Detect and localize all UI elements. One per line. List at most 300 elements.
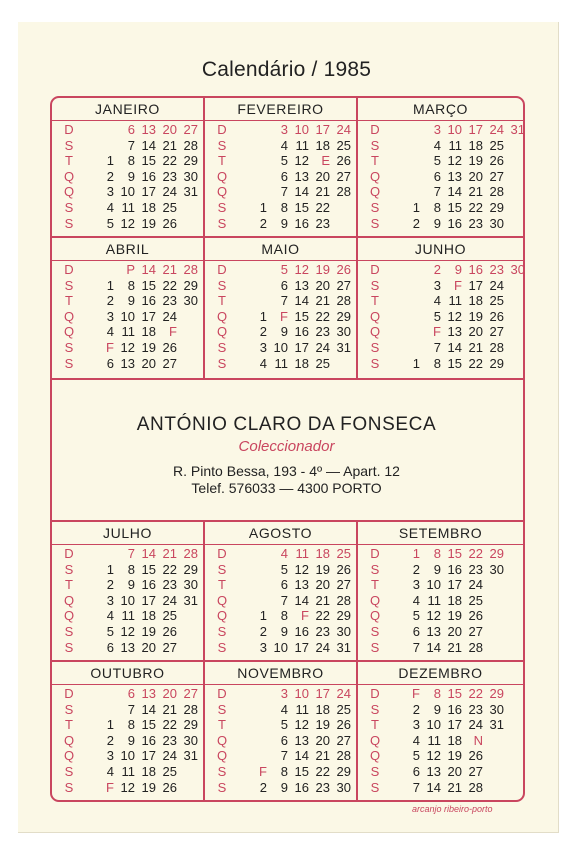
day-number: 4 <box>433 137 441 153</box>
weekday-letter: T <box>371 717 379 733</box>
day-number: 1 <box>106 277 114 293</box>
month-name: MARÇO <box>358 98 523 121</box>
day-number: 16 <box>294 215 309 231</box>
day-number <box>94 262 114 278</box>
day-number <box>505 138 525 154</box>
day-number: 23 <box>162 168 177 184</box>
day-number: 18 <box>294 355 309 371</box>
day-number: 16 <box>468 262 483 277</box>
day-number <box>400 340 420 356</box>
day-number <box>505 153 525 169</box>
day-number: 26 <box>336 561 351 577</box>
day-number: 15 <box>447 546 462 561</box>
day-number: 28 <box>336 184 351 200</box>
day-number: 7 <box>433 184 441 200</box>
week-column <box>136 262 156 371</box>
day-number: 15 <box>141 153 156 169</box>
day-number: 31 <box>183 748 198 764</box>
day-number: 5 <box>106 623 114 639</box>
day-number: 7 <box>280 293 288 309</box>
day-number: 9 <box>454 262 462 277</box>
day-number <box>247 717 267 733</box>
day-number <box>484 577 504 593</box>
day-number <box>178 608 198 624</box>
day-number: 30 <box>183 293 198 309</box>
day-number: 20 <box>315 732 330 748</box>
day-number: 7 <box>280 592 288 608</box>
day-number: 14 <box>426 639 441 655</box>
day-number: 18 <box>141 324 156 340</box>
weekday-letter: S <box>370 277 380 293</box>
weekday-letter: S <box>217 639 227 655</box>
weekday-letter: Q <box>369 184 381 200</box>
week-column <box>505 262 525 371</box>
weekday-letter: Q <box>216 732 228 748</box>
day-number <box>178 640 198 656</box>
day-number: 4 <box>280 701 288 717</box>
day-number: 10 <box>294 122 309 137</box>
day-number <box>178 340 198 356</box>
day-number: 19 <box>315 262 330 277</box>
month-setembro <box>358 522 523 660</box>
day-number: 27 <box>336 732 351 748</box>
day-number: 14 <box>447 339 462 355</box>
day-number: 21 <box>315 592 330 608</box>
weekday-letter: S <box>370 561 380 577</box>
day-number: 22 <box>162 153 177 169</box>
weekday-letter: D <box>370 122 380 137</box>
day-number: 23 <box>489 262 504 277</box>
day-number <box>400 278 420 294</box>
week-column <box>268 546 288 655</box>
day-number: 9 <box>127 293 135 309</box>
day-number: 10 <box>426 717 441 733</box>
day-number: 20 <box>315 168 330 184</box>
day-number: 6 <box>106 639 114 655</box>
day-number: 13 <box>141 122 156 137</box>
day-number: 10 <box>447 122 462 137</box>
day-number: 9 <box>280 779 288 795</box>
day-number: 5 <box>412 608 420 624</box>
day-number: 16 <box>141 168 156 184</box>
day-number: P <box>126 262 135 277</box>
weekday-letters <box>60 546 78 655</box>
weekday-letter: T <box>65 577 73 593</box>
day-number: 29 <box>489 199 504 215</box>
week-column <box>178 546 198 655</box>
day-number: 5 <box>106 215 114 231</box>
week-column <box>157 686 177 795</box>
weekday-letter: Q <box>369 324 381 340</box>
day-number: 26 <box>489 308 504 324</box>
month-name: DEZEMBRO <box>358 662 523 685</box>
month-name: JANEIRO <box>52 98 203 121</box>
day-number: 31 <box>183 184 198 200</box>
week-column <box>94 262 114 371</box>
day-number: 31 <box>489 717 504 733</box>
day-number: 8 <box>433 686 441 701</box>
day-number <box>247 184 267 200</box>
weekday-letter: Q <box>216 184 228 200</box>
day-number: 14 <box>141 262 156 277</box>
day-number: 31 <box>336 339 351 355</box>
week-column <box>268 686 288 795</box>
day-number: 2 <box>106 168 114 184</box>
day-number: 19 <box>447 748 462 764</box>
week-column <box>442 686 462 795</box>
day-number: 29 <box>183 561 198 577</box>
day-number: 12 <box>294 153 309 169</box>
weekday-letter: Q <box>369 732 381 748</box>
day-number: 20 <box>447 763 462 779</box>
day-number: 18 <box>468 137 483 153</box>
day-number: 29 <box>336 608 351 624</box>
day-number: F <box>106 339 114 355</box>
week-column <box>247 686 267 795</box>
day-number: 23 <box>468 561 483 577</box>
day-number: 2 <box>259 215 267 231</box>
day-number: 16 <box>141 577 156 593</box>
day-number: 17 <box>447 717 462 733</box>
weekday-letter: S <box>217 277 227 293</box>
day-number: 29 <box>183 277 198 293</box>
day-number <box>400 122 420 138</box>
day-number: 2 <box>412 561 420 577</box>
weekday-letter: S <box>64 561 74 577</box>
day-number: 13 <box>120 355 135 371</box>
day-number: 20 <box>162 686 177 701</box>
day-number: 17 <box>468 277 483 293</box>
day-number: 30 <box>336 623 351 639</box>
day-number: 19 <box>447 608 462 624</box>
owner-role: Coleccionador <box>238 438 335 455</box>
weekday-letters <box>213 262 231 371</box>
day-number: 3 <box>106 592 114 608</box>
day-number: 9 <box>280 623 288 639</box>
day-number: N <box>473 732 483 748</box>
day-number: 14 <box>141 137 156 153</box>
day-number: 19 <box>141 339 156 355</box>
week-column <box>463 686 483 795</box>
day-number: 15 <box>294 199 309 215</box>
day-number: 6 <box>106 355 114 371</box>
day-number <box>400 169 420 185</box>
weekday-letter: Q <box>369 608 381 624</box>
day-number: 14 <box>426 779 441 795</box>
day-number: 15 <box>141 717 156 733</box>
day-number: 6 <box>433 168 441 184</box>
day-number: 8 <box>127 717 135 733</box>
day-number: 1 <box>412 199 420 215</box>
weekday-letter: T <box>218 153 226 169</box>
day-number: 12 <box>447 153 462 169</box>
day-number: 3 <box>106 308 114 324</box>
day-number: 11 <box>448 137 462 153</box>
weekday-letter: S <box>370 137 380 153</box>
day-number: 10 <box>273 339 288 355</box>
weekday-letter: S <box>217 623 227 639</box>
day-number: 22 <box>468 686 483 701</box>
day-number: 3 <box>280 122 288 137</box>
day-number: 4 <box>106 608 114 624</box>
day-number <box>400 309 420 325</box>
weekday-letter: S <box>64 639 74 655</box>
day-number: 26 <box>162 339 177 355</box>
day-number <box>247 577 267 593</box>
day-number: 14 <box>294 592 309 608</box>
day-number: 10 <box>294 686 309 701</box>
day-number: 6 <box>127 122 135 137</box>
day-number: 21 <box>447 779 462 795</box>
week-column <box>310 262 330 371</box>
day-number <box>247 138 267 154</box>
day-number: 23 <box>162 577 177 593</box>
day-number: 30 <box>183 732 198 748</box>
day-number <box>484 780 504 796</box>
day-number: 13 <box>120 639 135 655</box>
day-number: 16 <box>447 701 462 717</box>
day-number: 6 <box>280 168 288 184</box>
week-column <box>400 262 420 371</box>
weekday-letter: Q <box>369 592 381 608</box>
day-number: 11 <box>121 608 135 624</box>
day-number <box>505 169 525 185</box>
weekday-letter: T <box>371 293 379 309</box>
day-number: 9 <box>127 577 135 593</box>
day-number: 26 <box>336 717 351 733</box>
day-number: 13 <box>294 732 309 748</box>
day-number: 30 <box>183 168 198 184</box>
weekday-letters <box>213 122 231 231</box>
day-number: 28 <box>336 293 351 309</box>
weekday-letter: T <box>371 153 379 169</box>
day-number: 6 <box>280 732 288 748</box>
day-number: 26 <box>162 215 177 231</box>
month-name: ABRIL <box>52 238 203 261</box>
month-outubro <box>52 662 203 800</box>
day-number: 12 <box>426 748 441 764</box>
day-number: 5 <box>433 308 441 324</box>
week-column <box>289 546 309 655</box>
day-number: 21 <box>162 546 177 561</box>
day-number: 3 <box>259 639 267 655</box>
day-number: 6 <box>280 277 288 293</box>
week-column <box>115 686 135 795</box>
weekday-letter: Q <box>216 592 228 608</box>
day-number: 19 <box>141 623 156 639</box>
weekday-letter: D <box>217 122 227 137</box>
day-number: 17 <box>141 592 156 608</box>
month-julho <box>52 522 203 660</box>
day-number: 8 <box>127 153 135 169</box>
owner-name: ANTÓNIO CLARO DA FONSECA <box>136 414 437 435</box>
day-number: 29 <box>336 763 351 779</box>
day-number: 11 <box>427 732 441 748</box>
weekday-letters <box>60 686 78 795</box>
week-column <box>289 122 309 231</box>
weekday-letter: Q <box>369 748 381 764</box>
weekday-letter: S <box>217 215 227 231</box>
day-number: 23 <box>315 215 330 231</box>
day-number: 23 <box>315 324 330 340</box>
day-number: 24 <box>162 308 177 324</box>
weekday-letter: D <box>64 262 74 277</box>
day-number: 20 <box>141 355 156 371</box>
day-number: 12 <box>120 623 135 639</box>
week-column <box>289 686 309 795</box>
day-number: 1 <box>412 355 420 371</box>
month-name: JULHO <box>52 522 203 545</box>
day-number: 26 <box>489 153 504 169</box>
day-number: 29 <box>336 308 351 324</box>
week-column <box>178 122 198 231</box>
day-number: 5 <box>433 153 441 169</box>
day-number: 24 <box>489 122 504 137</box>
week-column <box>505 122 525 231</box>
day-number: 18 <box>468 293 483 309</box>
week-column <box>247 262 267 371</box>
day-number: F <box>280 308 288 324</box>
day-number: 2 <box>106 293 114 309</box>
day-number: 11 <box>448 293 462 309</box>
weekday-letter: S <box>217 355 227 371</box>
day-number <box>94 546 114 562</box>
day-number <box>505 309 525 325</box>
day-number <box>484 748 504 764</box>
day-number: 25 <box>315 355 330 371</box>
weekday-letter: S <box>64 623 74 639</box>
day-number <box>247 153 267 169</box>
day-number <box>247 278 267 294</box>
day-number: 19 <box>468 153 483 169</box>
weekday-letter: D <box>64 122 74 137</box>
day-number <box>178 764 198 780</box>
day-number: 3 <box>106 748 114 764</box>
day-number: 11 <box>121 763 135 779</box>
day-number: 15 <box>447 686 462 701</box>
day-number: 12 <box>120 779 135 795</box>
day-number: 15 <box>294 763 309 779</box>
day-number: 24 <box>336 122 351 137</box>
day-number: 26 <box>162 779 177 795</box>
day-number <box>247 562 267 578</box>
weekday-letter: Q <box>369 168 381 184</box>
day-number: 14 <box>294 748 309 764</box>
month-junho <box>358 238 523 376</box>
day-number: 24 <box>489 277 504 293</box>
day-number <box>94 702 114 718</box>
day-number: F <box>433 324 441 340</box>
weekday-letter: S <box>370 639 380 655</box>
weekday-letter: Q <box>216 324 228 340</box>
day-number: 23 <box>468 701 483 717</box>
day-number: 22 <box>468 355 483 371</box>
day-number: 23 <box>162 732 177 748</box>
day-number: 17 <box>315 686 330 701</box>
day-number: 12 <box>447 308 462 324</box>
day-number: 2 <box>412 215 420 231</box>
day-number <box>331 216 351 232</box>
day-number: 29 <box>183 153 198 169</box>
day-number <box>400 262 420 278</box>
day-number: 28 <box>183 701 198 717</box>
month-agosto <box>205 522 356 660</box>
weekday-letter: T <box>218 717 226 733</box>
week-column <box>94 686 114 795</box>
day-number: 25 <box>336 546 351 561</box>
week-column <box>115 546 135 655</box>
day-number: 16 <box>447 561 462 577</box>
day-number: 20 <box>468 168 483 184</box>
weekday-letter: Q <box>216 608 228 624</box>
day-number: 28 <box>183 546 198 561</box>
day-number <box>247 293 267 309</box>
week-column <box>115 122 135 231</box>
week-column <box>331 122 351 231</box>
day-number: 4 <box>412 732 420 748</box>
week-column <box>442 546 462 655</box>
weekday-letter: S <box>370 763 380 779</box>
day-number: 5 <box>280 262 288 277</box>
day-number: 7 <box>433 339 441 355</box>
day-number <box>178 324 198 340</box>
day-number: 27 <box>183 122 198 137</box>
day-number: 13 <box>141 686 156 701</box>
weekday-letter: S <box>370 355 380 371</box>
day-number: 22 <box>162 277 177 293</box>
day-number: 30 <box>489 215 504 231</box>
day-number: 28 <box>468 779 483 795</box>
day-number: 13 <box>447 324 462 340</box>
day-number: 24 <box>336 686 351 701</box>
weekday-letter: S <box>64 339 74 355</box>
day-number: 5 <box>412 748 420 764</box>
day-number: 29 <box>489 686 504 701</box>
day-number: 6 <box>412 623 420 639</box>
day-number: 12 <box>294 561 309 577</box>
day-number: 5 <box>280 717 288 733</box>
day-number: 22 <box>315 199 330 215</box>
day-number: 21 <box>162 262 177 277</box>
day-number <box>484 608 504 624</box>
day-number: 6 <box>127 686 135 701</box>
day-number: 8 <box>433 355 441 371</box>
day-number: 3 <box>433 277 441 293</box>
month-abril <box>52 238 203 376</box>
day-number: 27 <box>489 168 504 184</box>
weekday-letters <box>213 686 231 795</box>
weekday-letters <box>366 262 384 371</box>
day-number: 13 <box>426 763 441 779</box>
day-number: 18 <box>141 763 156 779</box>
week-column <box>178 686 198 795</box>
day-number: 27 <box>336 168 351 184</box>
day-number: 3 <box>280 686 288 701</box>
day-number: 29 <box>489 546 504 561</box>
weekday-letter: S <box>64 137 74 153</box>
weekday-letter: S <box>370 701 380 717</box>
weekday-letter: Q <box>216 168 228 184</box>
day-number: 2 <box>259 324 267 340</box>
day-number <box>178 309 198 325</box>
calendar-title: Calendário / 1985 <box>201 58 372 81</box>
day-number: 11 <box>427 592 441 608</box>
weekday-letter: S <box>64 215 74 231</box>
day-number: 21 <box>162 701 177 717</box>
day-number <box>178 624 198 640</box>
day-number: 27 <box>468 623 483 639</box>
day-number: 1 <box>106 153 114 169</box>
